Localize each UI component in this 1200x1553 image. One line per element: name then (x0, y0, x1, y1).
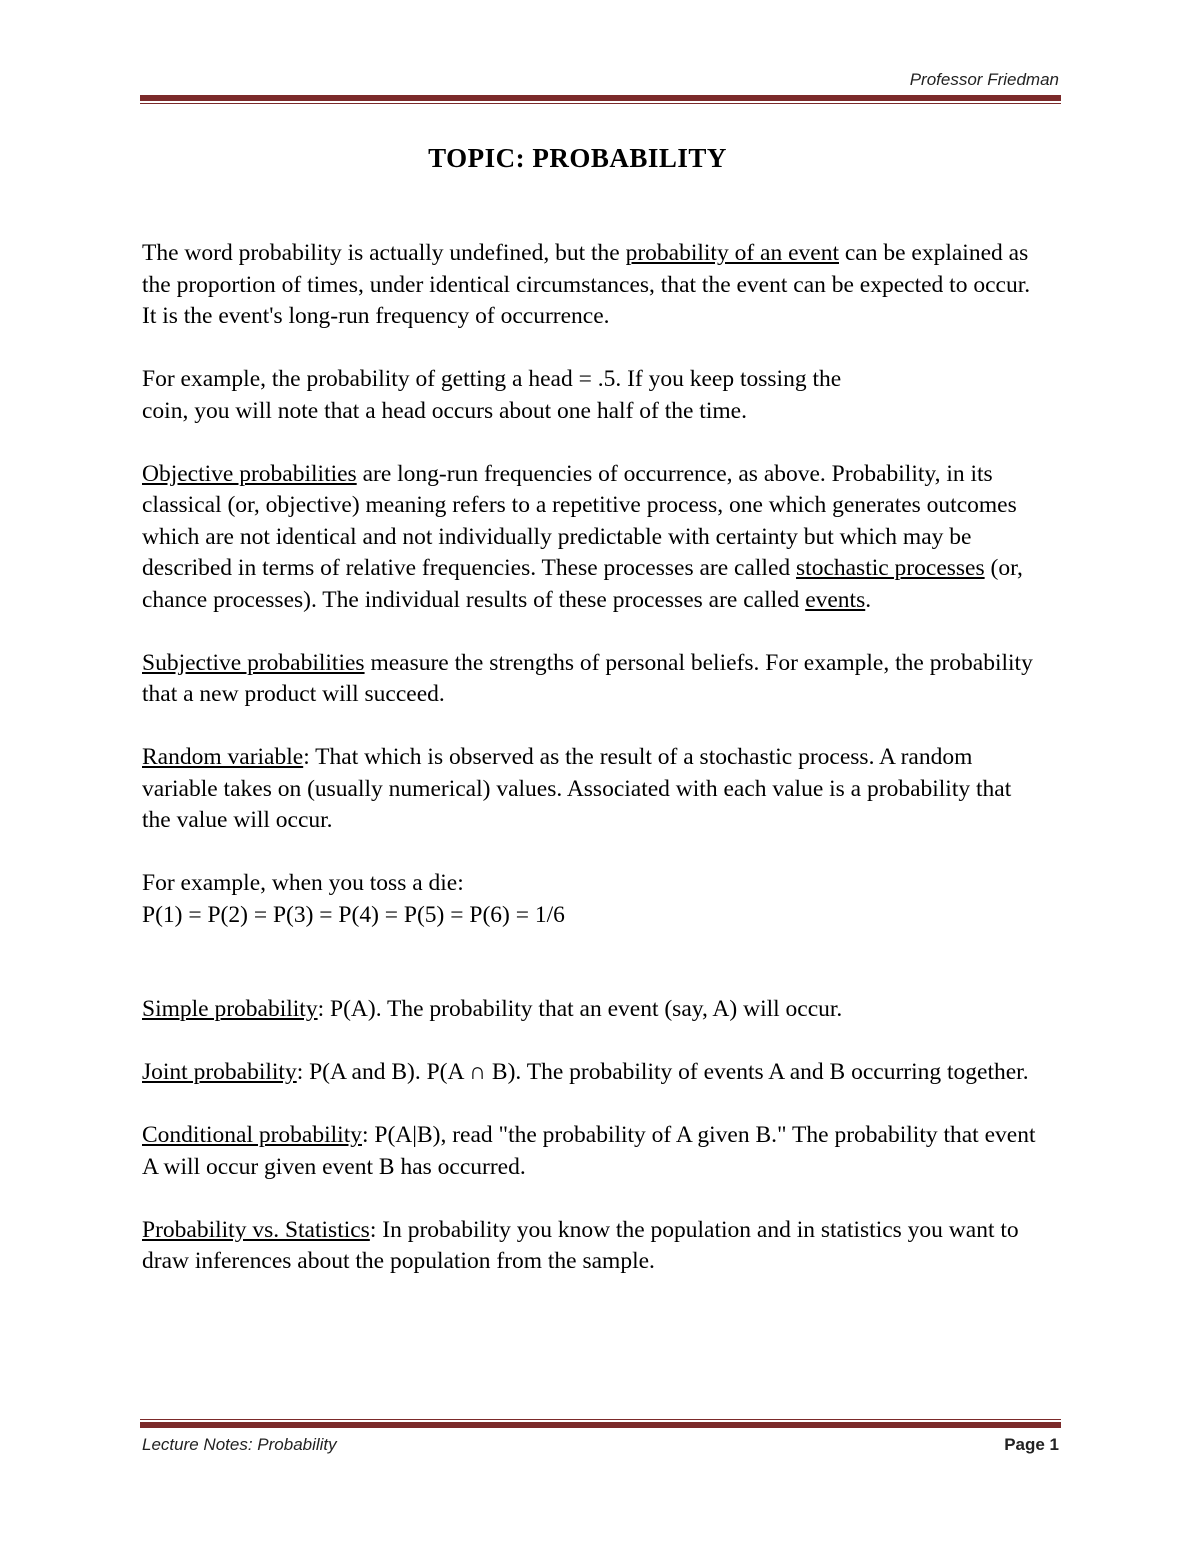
text: can be explained as the proportion of times, under identical circumstances, that the event can be expected to occur. It is the event's long-run frequency of occurrence. (142, 240, 1031, 329)
document-body (142, 238, 1042, 1309)
term-stochastic-processes: stochastic processes (796, 555, 985, 581)
text: : That which is observed as the result of a stochastic process. A random variable takes on (usually numerical) values. Associated with each value is a probability that the value will occur. (142, 744, 1012, 833)
paragraph-conditional (142, 1120, 1042, 1183)
term-conditional-probability: Conditional probability (142, 1122, 362, 1148)
term-random-variable: Random variable (142, 744, 304, 770)
footer-title: Lecture Notes: Probability (142, 1435, 337, 1454)
text: coin, you will note that a head occurs about one half of the time. (142, 397, 747, 424)
header-rule (140, 95, 1061, 104)
paragraph-coin-example (142, 364, 1042, 427)
text: : P(A). The probability that an event (say, A) will occur. (317, 996, 843, 1022)
paragraph-joint (142, 1057, 1042, 1089)
paragraph-random-variable (142, 742, 1042, 837)
paragraph-objective (142, 459, 1042, 617)
paragraph-prob-vs-stats (142, 1215, 1042, 1278)
formula: P(1) = P(2) = P(3) = P(4) = P(5) = P(6) = 1/6 (142, 901, 565, 928)
text: For example, the probability of getting a head = .5. If you keep tossing the (142, 366, 842, 392)
paragraph-subjective (142, 648, 1042, 711)
text: The word probability is actually undefined, but the (142, 240, 626, 266)
header-author: Professor Friedman (909, 70, 1059, 89)
term-probability-of-event: probability of an event (625, 240, 839, 266)
footer-rule (140, 1419, 1061, 1428)
term-joint-probability: Joint probability (142, 1059, 297, 1085)
text: For example, when you toss a die: (142, 870, 464, 896)
paragraph-die-example (142, 868, 1042, 931)
text: : In probability you know the population and in statistics you want to draw inferences about the population from the sample. (142, 1216, 1019, 1274)
text: : P(A|B), read "the probability of A given B." The probability that event A will occur given event B has occurred. (142, 1122, 1036, 1180)
page-number: Page 1 (1004, 1435, 1059, 1454)
text: : P(A and B). P(A ∩ B). The probability of events A and B occurring together. (296, 1059, 1029, 1085)
term-probability-vs-statistics: Probability vs. Statistics (142, 1216, 370, 1243)
paragraph-simple (142, 994, 1042, 1026)
text: (or, chance processes). The individual results of these processes are called (142, 555, 1023, 613)
text: are long-run frequencies of occurrence, as above. Probability, in its classical (or, objective) meaning refers to a repetitive process, one which generates outcomes which are not identical and not individually predictable with certainty but which may be described in terms of relative frequencies. These processes are called (142, 460, 1017, 581)
term-objective-probabilities: Objective probabilities (142, 460, 357, 487)
paragraph-definition (142, 238, 1042, 333)
term-simple-probability: Simple probability (142, 996, 318, 1022)
term-events: events (805, 586, 866, 613)
text: measure the strengths of personal beliefs. For example, the probability that a new product will succeed. (142, 649, 1033, 707)
page-title: TOPIC: PROBABILITY (428, 143, 727, 173)
text: . (865, 586, 872, 613)
term-subjective-probabilities: Subjective probabilities (142, 649, 365, 676)
